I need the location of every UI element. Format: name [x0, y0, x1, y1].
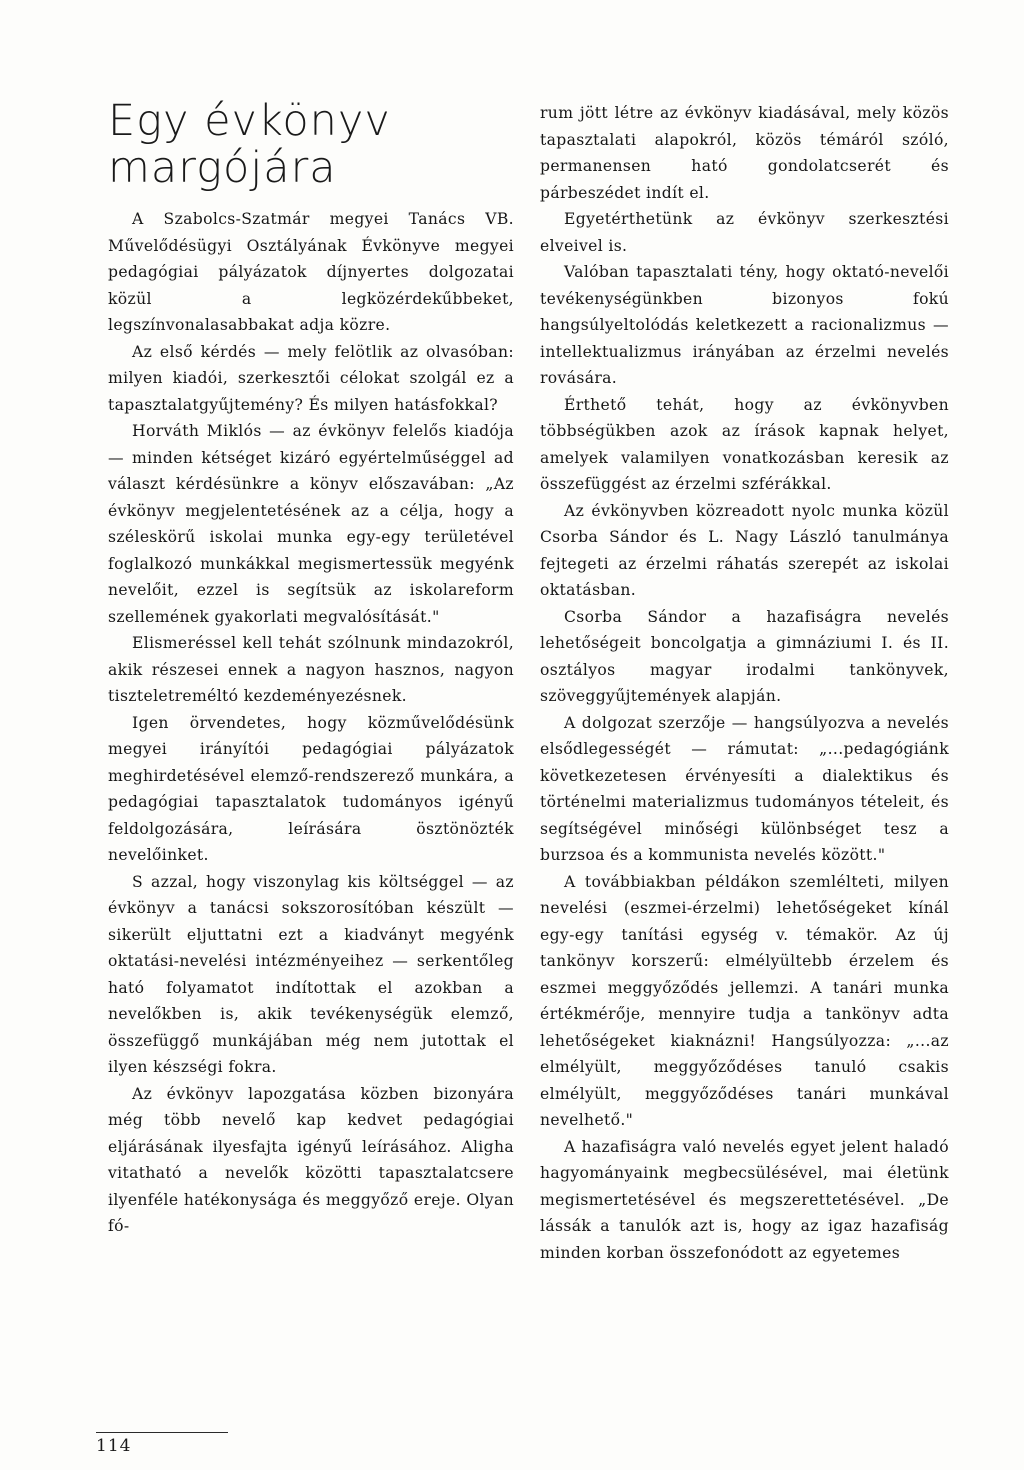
paragraph: A dolgozat szerzője — hangsúlyozva a nevelés elsődlegességét — rámutat: „...pedagógiánk következetesen érvényesíti a dialektikus és történelmi materializmus tudományos tételeit, és segítségével minőségi különbséget tesz a burzsoa és a kommunista nevelés között." [540, 713, 949, 864]
title-line-1: Egy évkönyv [108, 96, 391, 146]
paragraph: Érthető tehát, hogy az évkönyvben többségükben azok az írások kapnak helyet, amelyek valamilyen vonatkozásban keresik az összefüggést az érzelmi szférákkal. [540, 395, 949, 493]
page-number: 114 [96, 1436, 132, 1456]
right-column [540, 100, 949, 1266]
paragraph: Az évkönyv lapozgatása közben bizonyára még több nevelő kap kedvet pedagógiai eljárásának ilyesfajta igényű leírásához. Aligha vitatható a nevelők közötti tapasztalatcsere ilyenféle hatékonysága és meggyőző ereje. Olyan fó- [108, 1084, 514, 1235]
paragraph: Az első kérdés — mely felötlik az olvasóban: milyen kiadói, szerkesztői célokat szolgál ez a tapasztalatgyűjtemény? És milyen hatásfokkal? [108, 342, 514, 414]
paragraph: Elismeréssel kell tehát szólnunk mindazokról, akik részesei ennek a nagyon hasznos, nagyon tiszteletreméltó kezdeményezésnek. [108, 634, 514, 705]
paragraph: Igen örvendetes, hogy közművelődésünk megyei irányítói pedagógiai pályázatok meghirdetésével elemző-rendszerező munkára, a pedagógiai tapasztalatok tudományos igényű feldolgozására, leírására ösztönözték nevelőinket. [108, 713, 514, 864]
paragraph: Valóban tapasztalati tény, hogy oktató-nevelői tevékenységünkben bizonyos fokú hangsúlyeltolódás keletkezett a racionalizmus — intellektualizmus irányában az érzelmi nevelés rovására. [540, 263, 949, 387]
footer-rule [96, 1432, 228, 1433]
paragraph: Egyetérthetünk az évkönyv szerkesztési elveivel is. [540, 210, 949, 255]
title-line-2: margójára [108, 143, 337, 193]
left-column [108, 206, 514, 1240]
paragraph: A Szabolcs-Szatmár megyei Tanács VB. Művelődésügyi Osztályának Évkönyve megyei pedagógiai pályázatok díjnyertes dolgozatai közül a legközérdekűbbeket, legszínvonalasabbakat adja közre. [108, 210, 514, 334]
paragraph: Az évkönyvben közreadott nyolc munka közül Csorba Sándor és L. Nagy László tanulmánya fejtegeti az érzelmi ráhatás szerepét az iskolai oktatásban. [540, 501, 949, 599]
paragraph: Csorba Sándor a hazafiságra nevelés lehetőségeit boncolgatja a gimnáziumi I. és II. osztályos magyar irodalmi tankönyvek, szöveggyűjtemények alapján. [540, 607, 949, 705]
paragraph: S azzal, hogy viszonylag kis költséggel — az évkönyv a tanácsi sokszorosítóban készült — sikerült eljuttatni ezt a kiadványt megyénk oktatási-nevelési intézményeihez — serkentőleg ható folyamatot indítottak el azokban a nevelőkben is, akik tevékenységük elemző, összefüggő munkájában még nem jutottak el ilyen készségi fokra. [108, 872, 514, 1076]
paragraph: A továbbiakban példákon szemlélteti, milyen nevelési (eszmei-érzelmi) lehetőségeket kínál egy-egy tanítási egység v. témakör. Az új tankönyv korszerű: elmélyültebb érzelem és eszmei meggyőződés jellemzi. A tanári munka értékmérője, mennyire tudja a tankönyv adta lehetőségeket kiaknázni! Hangsúlyozza: „...az elmélyült, meggyőződéses tanuló csakis elmélyült, meggyőződéses tanári munkával nevelhető." [540, 872, 949, 1129]
paragraph: A hazafiságra való nevelés egyet jelent haladó hagyományaink megbecsülésével, mai életünk megismertetésével és megszerettetésével. „De lássák a tanulók azt is, hogy az igaz hazafiság minden korban összefonódott az egyetemes [540, 1137, 949, 1262]
article-title [108, 98, 528, 192]
paragraph-continued: rum jött létre az évkönyv kiadásával, mely közös tapasztalati alapokról, közös témáról szóló, permanensen ható gondolatcserét és párbeszédet indít el. [540, 104, 949, 202]
paragraph: Horváth Miklós — az évkönyv felelős kiadója — minden kétséget kizáró egyértelműséggel ad választ kérdésünkre a könyv előszavában: „Az évkönyv megjelentetésének az a célja, hogy a széleskörű iskolai munka egy-egy területével foglalkozó munkákkal megismertessük megyénk nevelőit, ezzel is segítsük az iskolareform szellemének gyakorlati megvalósítását." [108, 422, 514, 626]
